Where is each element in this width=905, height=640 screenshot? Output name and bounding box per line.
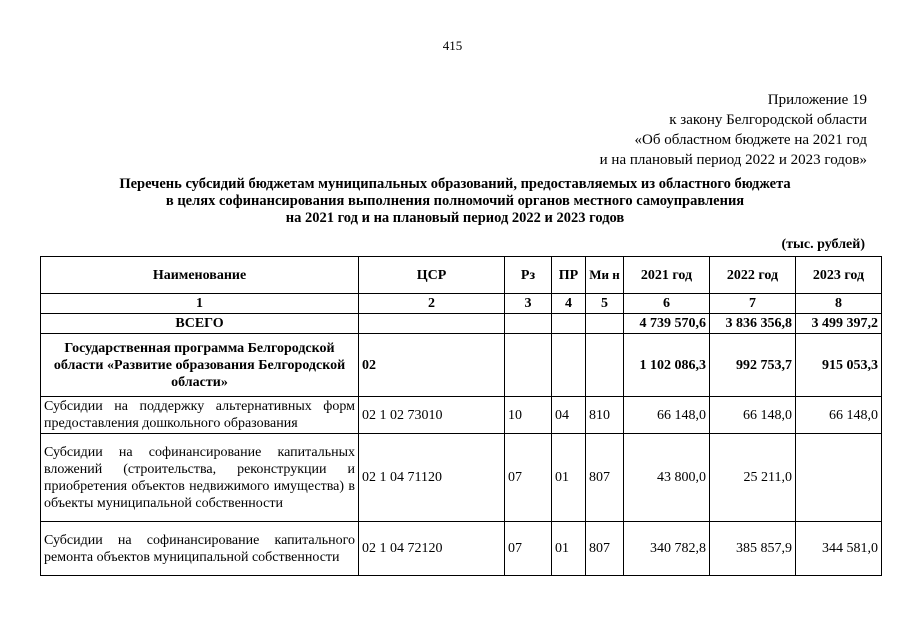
- subsidies-table: [40, 256, 882, 576]
- header-2022: 2022 год: [710, 257, 796, 294]
- program-row: [41, 334, 882, 397]
- header-rz: Рз: [505, 257, 552, 294]
- header-csr: ЦСР: [359, 257, 505, 294]
- program-name: Государственная программа Белгородской области «Развитие образования Белгородской области»: [41, 334, 359, 397]
- total-label: ВСЕГО: [41, 314, 359, 334]
- table-cell: [505, 314, 552, 334]
- row-csr: 02 1 04 72120: [359, 522, 505, 576]
- header-2023: 2023 год: [796, 257, 882, 294]
- row-2023: 344 581,0: [796, 522, 882, 576]
- header-name: Наименование: [41, 257, 359, 294]
- table-cell: [505, 334, 552, 397]
- row-rz: 10: [505, 397, 552, 434]
- row-2021: 340 782,8: [624, 522, 710, 576]
- total-2021: 4 739 570,6: [624, 314, 710, 334]
- row-2022: 25 211,0: [710, 434, 796, 522]
- header-min: Ми н: [586, 257, 624, 294]
- row-min: 807: [586, 522, 624, 576]
- row-2021: 43 800,0: [624, 434, 710, 522]
- appendix-line: «Об областном бюджете на 2021 год: [634, 132, 867, 148]
- column-number: 8: [796, 294, 882, 314]
- table-cell: [586, 334, 624, 397]
- header-row: [41, 257, 882, 294]
- row-csr: 02 1 04 71120: [359, 434, 505, 522]
- row-name: Субсидии на софинансирование капитальных вложений (строительства, реконструкции и приобретения объектов недвижимого имущества) в объекты муниципальной собственности: [41, 434, 359, 522]
- row-2022: 385 857,9: [710, 522, 796, 576]
- table-cell: [586, 314, 624, 334]
- title-line: в целях софинансирования выполнения полномочий органов местного самоуправления: [165, 193, 745, 209]
- row-pr: 04: [552, 397, 586, 434]
- column-number: 4: [552, 294, 586, 314]
- column-number: 7: [710, 294, 796, 314]
- row-rz: 07: [505, 522, 552, 576]
- program-csr: 02: [359, 334, 505, 397]
- appendix-line: и на плановый период 2022 и 2023 годов»: [599, 152, 867, 168]
- appendix-reference: [600, 90, 867, 170]
- table-row: [41, 522, 882, 576]
- program-2021: 1 102 086,3: [624, 334, 710, 397]
- program-2022: 992 753,7: [710, 334, 796, 397]
- table-cell: [359, 314, 505, 334]
- row-name: Субсидии на поддержку альтернативных форм предоставления дошкольного образования: [41, 397, 359, 434]
- total-row: [41, 314, 882, 334]
- appendix-line: Приложение 19: [767, 92, 867, 108]
- table-row: [41, 397, 882, 434]
- total-2022: 3 836 356,8: [710, 314, 796, 334]
- appendix-line: к закону Белгородской области: [669, 112, 867, 128]
- column-number: 5: [586, 294, 624, 314]
- row-rz: 07: [505, 434, 552, 522]
- row-2023: 66 148,0: [796, 397, 882, 434]
- table-row: [41, 434, 882, 522]
- row-2021: 66 148,0: [624, 397, 710, 434]
- row-csr: 02 1 02 73010: [359, 397, 505, 434]
- row-pr: 01: [552, 522, 586, 576]
- column-number: 3: [505, 294, 552, 314]
- row-2023: [796, 434, 882, 522]
- total-2023: 3 499 397,2: [796, 314, 882, 334]
- row-2022: 66 148,0: [710, 397, 796, 434]
- column-number: 2: [359, 294, 505, 314]
- title-line: Перечень субсидий бюджетам муниципальных образований, предоставляемых из областного бюджета: [119, 176, 791, 192]
- table-cell: [552, 334, 586, 397]
- row-name: Субсидии на софинансирование капитального ремонта объектов муниципальной собственности: [41, 522, 359, 576]
- program-2023: 915 053,3: [796, 334, 882, 397]
- header-pr: ПР: [552, 257, 586, 294]
- row-min: 810: [586, 397, 624, 434]
- column-number: 1: [41, 294, 359, 314]
- column-number-row: [41, 294, 882, 314]
- table-cell: [552, 314, 586, 334]
- units-label: (тыс. рублей): [781, 237, 865, 252]
- row-pr: 01: [552, 434, 586, 522]
- page-number: 415: [442, 38, 463, 53]
- title-line: на 2021 год и на плановый период 2022 и 2023 годов: [285, 210, 625, 226]
- column-number: 6: [624, 294, 710, 314]
- row-min: 807: [586, 434, 624, 522]
- document-title: [40, 176, 870, 227]
- header-2021: 2021 год: [624, 257, 710, 294]
